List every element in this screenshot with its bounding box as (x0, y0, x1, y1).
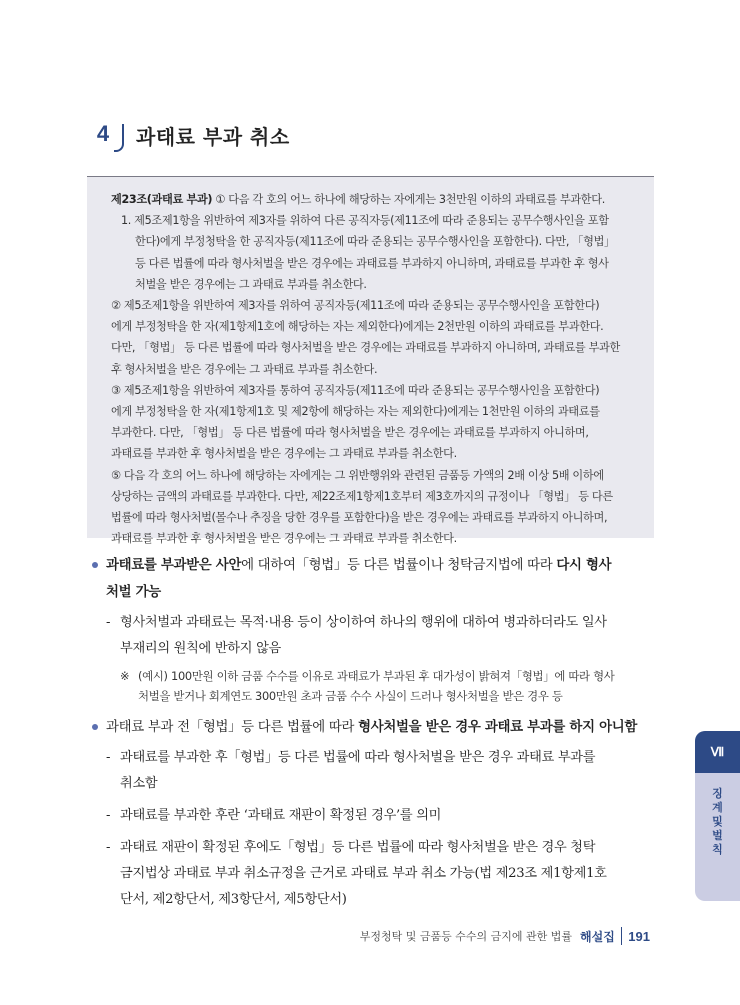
sub-item: - 형사처벌과 과태료는 목적·내용 등이 상이하여 하나의 행위에 대하여 병과하더라도 일사 부재리의 원칙에 반하지 않음 (90, 610, 656, 662)
article-title: 제23조(과태료 부과) (111, 193, 213, 206)
section-number: 4 (96, 121, 110, 146)
law-line: ② 제5조제1항을 위반하여 제3자를 위하여 공직자등(제11조에 따라 준용되는 공무수행사인을 포함한다) (111, 299, 600, 313)
section-title: 과태료 부과 취소 (136, 124, 290, 149)
sub-item: - 과태료를 부과한 후「형법」등 다른 법률에 따라 형사처벌을 받은 경우 과태료 부과를 취소함 (90, 745, 656, 797)
chapter-number: Ⅶ (695, 731, 740, 773)
bullet-item: 과태료를 부과받은 사안에 대하여「형법」등 다른 법률이나 청탁금지법에 따라 다시 형사 처벌 가능 (90, 552, 656, 606)
chapter-side-tab (695, 731, 740, 901)
note-mark: ※ (120, 669, 130, 683)
body-content (90, 552, 656, 913)
page-number: 191 (628, 928, 650, 944)
law-line: 후 형사처벌을 받은 경우에는 그 과태료 부과를 취소한다. (111, 362, 378, 376)
footer-book-title: 부정청탁 및 금품등 수수의 금지에 관한 법률 (359, 930, 573, 943)
dash-marker: - (106, 808, 111, 823)
bullet-item: 과태료 부과 전「형법」등 다른 법률에 따라 형사처벌을 받은 경우 과태료 부과를 하지 아니함 (90, 714, 656, 741)
sub-item: - 과태료 재판이 확정된 후에도「형법」등 다른 법률에 따라 형사처벌을 받은 경우 청탁 금지법상 과태료 부과 취소규정을 근거로 과태료 부과 취소 가능(법 제23조 제1항제1호 단서, 제2항단서, 제3항단서, 제5항단서) (90, 835, 656, 913)
example-note: ※ (예시) 100만원 이하 금품 수수를 이유로 과태료가 부과된 후 대가성이 밝혀져「형법」에 따라 형사 처벌을 받거나 회계연도 300만원 초과 금품 수수 사실이 드러나 형사처벌을 받은 경우 등 (90, 666, 656, 706)
chapter-label: 징계 및 벌칙 (712, 787, 723, 856)
law-line: 등 다른 법률에 따라 형사처벌을 받은 경우에는 과태료를 부과하지 아니하며, 과태료를 부과한 후 형사 (135, 256, 609, 270)
bullet-dot-icon (92, 724, 98, 730)
law-line: 과태료를 부과한 후 형사처벌을 받은 경우에는 그 과태료 부과를 취소한다. (111, 532, 457, 546)
dash-marker: - (106, 750, 111, 765)
page-footer (360, 927, 650, 945)
law-line: 한다)에게 부정청탁을 한 공직자등(제11조에 따라 준용되는 공무수행사인을 포함한다). 다만, 「형법」 (135, 235, 615, 249)
law-line: 부과한다. 다만, 「형법」 등 다른 법률에 따라 형사처벌을 받은 경우에는 과태료를 부과하지 아니하며, (111, 426, 589, 440)
law-line: 1. 제5조제1항을 위반하여 제3자를 위하여 다른 공직자등(제11조에 따라 준용되는 공무수행사인을 포함 (121, 214, 609, 228)
dash-marker: - (106, 615, 111, 630)
law-line: 제23조(과태료 부과) ① 다음 각 호의 어느 하나에 해당하는 자에게는 3천만원 이하의 과태료를 부과한다. (111, 193, 605, 206)
bullet-dot-icon (92, 562, 98, 568)
footer-guide-label: 해설집 (580, 929, 615, 944)
law-line: 상당하는 금액의 과태료를 부과한다. 다만, 제22조제1항제1호부터 제3호까지의 규정이나 「형법」 등 다른 (111, 489, 613, 503)
dash-marker: - (106, 840, 111, 855)
law-line: ⑤ 다음 각 호의 어느 하나에 해당하는 자에게는 그 위반행위와 관련된 금품등 가액의 2배 이상 5배 이하에 (111, 468, 604, 482)
law-line: 에게 부정청탁을 한 자(제1항제1호에 해당하는 자는 제외한다)에게는 2천만원 이하의 과태료를 부과한다. (111, 320, 604, 334)
law-line: 처벌을 받은 경우에는 그 과태료 부과를 취소한다. (135, 277, 367, 291)
law-excerpt-box (87, 176, 654, 546)
law-line: 다만, 「형법」 등 다른 법률에 따라 형사처벌을 받은 경우에는 과태료를 부과하지 아니하며, 과태료를 부과한 (111, 341, 620, 355)
law-line: 과태료를 부과한 후 형사처벌을 받은 경우에는 그 과태료 부과를 취소한다. (111, 447, 457, 461)
sub-item: - 과태료를 부과한 후란 ‘과태료 재판이 확정된 경우’를 의미 (90, 803, 656, 829)
footer-separator (621, 927, 623, 945)
law-line: ③ 제5조제1항을 위반하여 제3자를 통하여 공직자등(제11조에 따라 준용되는 공무수행사인을 포함한다) (111, 383, 600, 397)
section-heading (90, 118, 290, 152)
law-line: 법률에 따라 형사처벌(몰수나 추징을 당한 경우를 포함한다)을 받은 경우에는 과태료를 부과하지 아니하며, (111, 511, 608, 525)
law-line: 에게 부정청탁을 한 자(제1항제1호 및 제2항에 해당하는 자는 제외한다)에게는 1천만원 이하의 과태료를 (111, 405, 600, 419)
